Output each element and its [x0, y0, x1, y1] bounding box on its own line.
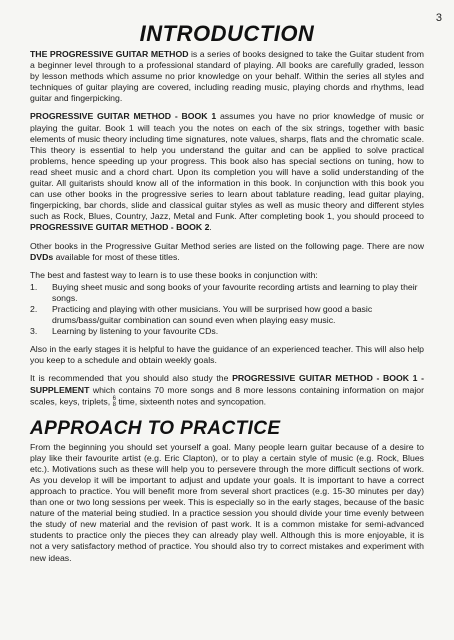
- supplement-paragraph: [30, 373, 424, 407]
- learning-intro-paragraph: The best and fastest way to learn is to use these books in conjunction with:: [30, 269, 318, 280]
- list-item-number: 2.: [30, 303, 38, 314]
- fraction-top: 6: [112, 395, 116, 402]
- list-item-number: 3.: [30, 326, 38, 337]
- other-books-end: available for most of these titles.: [53, 251, 180, 262]
- list-item: [30, 304, 424, 326]
- teacher-paragraph: Also in the early stages it is helpful to have the guidance of an experienced teacher. This will also help you keep to a schedule and obtain weekly goals.: [30, 344, 424, 366]
- other-books-text: Other books in the Progressive Guitar Method series are listed on the following page. There are now: [30, 240, 424, 251]
- list-item-text: Practicing and playing with other musicians. You will be surprised how good a basic drums/bass/guitar combination can sound even when playing easy music.: [52, 303, 373, 326]
- list-item: [30, 282, 424, 304]
- learning-list: [30, 282, 424, 337]
- book1-title: PROGRESSIVE GUITAR METHOD - BOOK 1: [30, 111, 217, 122]
- series-title: THE PROGRESSIVE GUITAR METHOD: [30, 49, 189, 59]
- book1-paragraph-text: assumes you have no prior knowledge of music or playing the guitar. Book 1 will teach you the notes on each of the six strings, together with basic elements of music theory including time signatures, note values, sharps, flats and the chromatic scale. This theory is essential to help you understand the guitar and can be applied to solve practical problems, hence speeding up your progress. This book also has special sections on tuning, how to read sheet music and a chord chart. Upon its completion you will have a solid understanding of the guitar. All guitarists should know all of the information in this book. In conjunction with this book you can use other books in the progressive series to learn about tablature reading, lead guitar playing, fingerpicking, bar chords, slide and classical guitar styles as well as music theory and different styles such as Rock, Blues, Country, Jazz, Metal and Funk. After completing book 1, you should proceed to: [30, 111, 424, 222]
- list-item: [30, 326, 424, 337]
- fraction-bottom: 8: [112, 401, 116, 408]
- list-item-text: Buying sheet music and song books of your favourite recording artists and learning to play their songs.: [52, 281, 418, 303]
- list-item-text: Learning by listening to your favourite CDs.: [52, 326, 219, 337]
- list-item-number: 1.: [30, 281, 38, 292]
- practice-heading: APPROACH TO PRACTICE: [30, 417, 281, 439]
- page-content: [30, 22, 424, 571]
- supplement-mid: which contains 70 more songs and 8 more lessons containing information on major scales, keys, triplets,: [30, 384, 424, 406]
- supplement-text: It is recommended that you should also study the: [30, 373, 233, 384]
- dvds-label: DVDs: [30, 251, 54, 262]
- book1-paragraph-end: .: [209, 222, 212, 233]
- book1-paragraph: [30, 111, 424, 233]
- book2-title: PROGRESSIVE GUITAR METHOD - BOOK 2: [30, 222, 210, 233]
- other-books-paragraph: [30, 241, 424, 263]
- intro-paragraph-1-text: is a series of books designed to take the Guitar student from a beginner level through to a professional standard of playing. All books are carefully graded, lesson by lesson methods which assume no prior knowledge on your behalf. Within the series all styles and techniques of guitar playing are covered, including reading music, playing chords and rhythms, lead guitar and fingerpicking.: [30, 49, 424, 104]
- introduction-heading: INTRODUCTION: [139, 21, 315, 46]
- intro-paragraph-1: [30, 49, 424, 104]
- practice-paragraph: From the beginning you should set yourself a goal. Many people learn guitar because of a desire to play like their favourite artist (e.g. Eric Clapton), or to play a certain style of music (e.g. Rock, Blues etc.). Motivations such as these will help you to persevere through the more difficult sections of work. As you develop it will be important to adjust and update your goals. It is important to have a correct approach to practice. You will benefit more from several short practices (e.g. 15-30 minutes per day) than one or two long sessions per week. This is especially so in the early stages, because of the basic nature of the material being studied. In a practice session you should divide your time evenly between the study of new material and the revision of past work. It is a common mistake for semi-advanced students to practice only the pieces they can already play well. Although this is more enjoyable, it is not a very satisfactory method of practice. You should also try to correct mistakes and experiment with new ideas.: [30, 441, 424, 563]
- supplement-end: time, sixteenth notes and syncopation.: [115, 395, 267, 406]
- supplement-title: PROGRESSIVE GUITAR METHOD - BOOK 1 - SUPPLEMENT: [30, 373, 425, 395]
- page-number: 3: [435, 12, 442, 24]
